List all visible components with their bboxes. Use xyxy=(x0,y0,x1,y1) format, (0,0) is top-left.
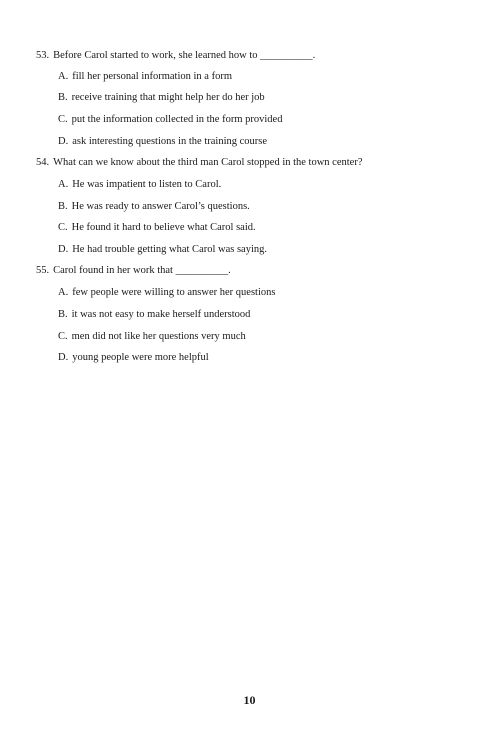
option-text: it was not easy to make herself understood xyxy=(71,309,251,320)
page-number: 10 xyxy=(243,693,256,707)
option-text: He had trouble getting what Carol was saying. xyxy=(72,244,268,255)
option-53-b xyxy=(58,91,265,105)
option-55-a xyxy=(58,286,275,300)
option-letter: D. xyxy=(58,136,69,147)
option-text: fill her personal information in a form xyxy=(72,71,233,82)
question-55 xyxy=(36,264,231,278)
option-letter: B. xyxy=(58,201,68,212)
option-53-c xyxy=(58,113,282,127)
option-letter: C. xyxy=(58,331,68,342)
option-text: He was impatient to listen to Carol. xyxy=(72,179,222,190)
question-number: 54. xyxy=(36,157,50,168)
option-text: put the information collected in the form provided xyxy=(71,114,283,125)
question-text: What can we know about the third man Carol stopped in the town center? xyxy=(53,157,363,168)
question-text: Carol found in her work that __________. xyxy=(53,265,231,276)
option-letter: D. xyxy=(58,244,69,255)
option-letter: B. xyxy=(58,309,68,320)
option-54-d xyxy=(58,243,267,257)
question-54 xyxy=(36,156,363,170)
question-text: Before Carol started to work, she learned how to __________. xyxy=(53,50,316,61)
option-text: He found it hard to believe what Carol said. xyxy=(71,222,256,233)
question-number: 55. xyxy=(36,265,50,276)
option-55-b xyxy=(58,308,250,322)
option-letter: A. xyxy=(58,179,69,190)
option-text: few people were willing to answer her questions xyxy=(72,287,276,298)
option-text: young people were more helpful xyxy=(72,352,209,363)
option-text: ask interesting questions in the training course xyxy=(72,136,268,147)
option-letter: A. xyxy=(58,71,69,82)
question-number: 53. xyxy=(36,50,50,61)
option-54-a xyxy=(58,178,221,192)
option-text: men did not like her questions very much xyxy=(71,331,246,342)
question-53 xyxy=(36,49,315,63)
option-55-c xyxy=(58,330,246,344)
option-54-c xyxy=(58,221,256,235)
option-text: He was ready to answer Carol’s questions. xyxy=(71,201,250,212)
option-53-d xyxy=(58,135,267,149)
option-letter: C. xyxy=(58,114,68,125)
option-letter: C. xyxy=(58,222,68,233)
option-letter: A. xyxy=(58,287,69,298)
option-53-a xyxy=(58,70,232,84)
option-55-d xyxy=(58,351,209,365)
option-text: receive training that might help her do her job xyxy=(71,92,265,103)
option-letter: D. xyxy=(58,352,69,363)
option-54-b xyxy=(58,200,250,214)
option-letter: B. xyxy=(58,92,68,103)
